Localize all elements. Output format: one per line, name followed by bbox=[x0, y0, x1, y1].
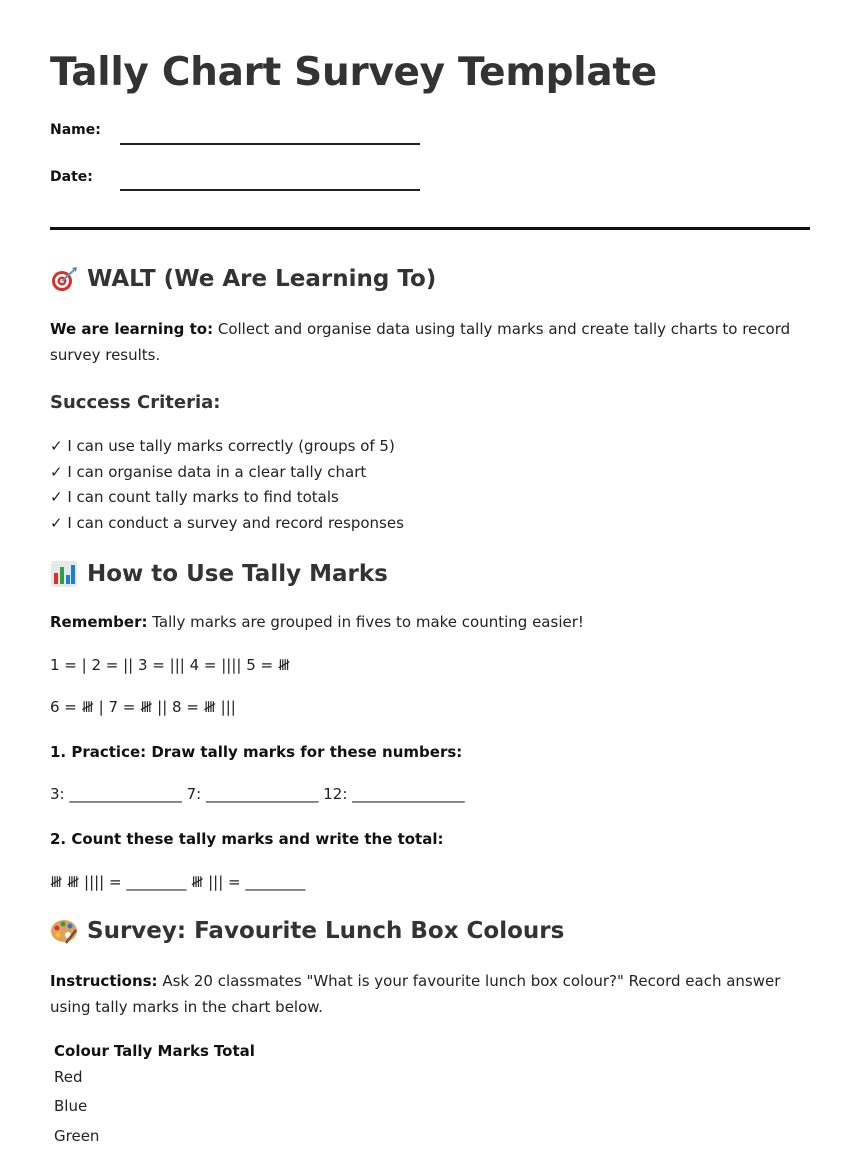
name-field[interactable] bbox=[120, 143, 420, 145]
instructions-label: Instructions: bbox=[50, 972, 158, 990]
instructions-text: Ask 20 classmates "What is your favourite lunch box colour?" Record each answer using tally marks in the chart below. bbox=[50, 972, 781, 1016]
column-header-tally: Tally Marks bbox=[113, 1042, 209, 1060]
survey-heading-text: Survey: Favourite Lunch Box Colours bbox=[87, 918, 565, 944]
criteria-item: ✓ I can conduct a survey and record responses bbox=[50, 513, 404, 532]
remember-label: Remember: bbox=[50, 613, 148, 631]
total-cell[interactable] bbox=[209, 1121, 255, 1151]
walt-heading-text: WALT (We Are Learning To) bbox=[87, 266, 437, 292]
survey-tally-table bbox=[54, 1040, 255, 1151]
date-field-row bbox=[50, 169, 93, 185]
column-header-colour: Colour bbox=[54, 1042, 109, 1060]
colour-cell: Blue bbox=[54, 1097, 88, 1116]
success-criteria-list bbox=[50, 434, 404, 536]
target-icon bbox=[50, 266, 78, 292]
palette-icon bbox=[50, 918, 78, 944]
tally-cell[interactable] bbox=[109, 1092, 209, 1122]
walt-learning-text: Collect and organise data using tally marks and create tally charts to record survey results. bbox=[50, 320, 791, 364]
table-header-row bbox=[54, 1040, 255, 1062]
howto-heading bbox=[50, 561, 388, 587]
colour-cell: Red bbox=[54, 1067, 83, 1086]
instructions-paragraph bbox=[50, 968, 810, 1020]
date-field[interactable] bbox=[120, 189, 420, 191]
total-cell[interactable] bbox=[209, 1092, 255, 1122]
column-header-total: Total bbox=[213, 1042, 255, 1060]
remember-text: Tally marks are grouped in fives to make counting easier! bbox=[147, 613, 584, 631]
criteria-item: ✓ I can count tally marks to find totals bbox=[50, 488, 339, 506]
page-title: Tally Chart Survey Template bbox=[50, 50, 657, 95]
tally-examples-row-2: 6 = 𝍸 | 7 = 𝍸 || 8 = 𝍸 ||| bbox=[50, 698, 236, 716]
walt-learning-label: We are learning to: bbox=[50, 320, 214, 338]
success-criteria-heading: Success Criteria: bbox=[50, 392, 221, 413]
bar-chart-icon bbox=[50, 561, 78, 587]
criteria-item: ✓ I can use tally marks correctly (groups of 5) bbox=[50, 437, 395, 455]
date-label: Date: bbox=[50, 169, 93, 185]
table-row bbox=[54, 1062, 255, 1092]
total-cell[interactable] bbox=[209, 1062, 255, 1092]
name-label: Name: bbox=[50, 122, 101, 138]
tally-cell[interactable] bbox=[109, 1121, 209, 1151]
practice-answer-line: 3: _______________ 7: _______________ 12: _______________ bbox=[50, 785, 465, 803]
criteria-item: ✓ I can organise data in a clear tally chart bbox=[50, 462, 367, 481]
walt-learning-paragraph bbox=[50, 316, 810, 368]
name-field-row bbox=[50, 122, 101, 138]
table-row bbox=[54, 1092, 255, 1122]
count-answer-line: 𝍸 𝍸 |||| = ________ 𝍸 ||| = ________ bbox=[50, 873, 306, 891]
table-row bbox=[54, 1121, 255, 1151]
howto-heading-text: How to Use Tally Marks bbox=[87, 561, 388, 587]
count-heading: 2. Count these tally marks and write the total: bbox=[50, 830, 444, 848]
tally-examples-row-1: 1 = | 2 = || 3 = ||| 4 = |||| 5 = 𝍸 bbox=[50, 656, 291, 674]
tally-cell[interactable] bbox=[109, 1062, 209, 1092]
walt-heading bbox=[50, 266, 436, 292]
header-divider bbox=[50, 227, 810, 230]
survey-heading bbox=[50, 918, 564, 944]
practice-heading: 1. Practice: Draw tally marks for these numbers: bbox=[50, 743, 463, 761]
remember-paragraph bbox=[50, 609, 810, 635]
colour-cell: Green bbox=[54, 1126, 100, 1145]
